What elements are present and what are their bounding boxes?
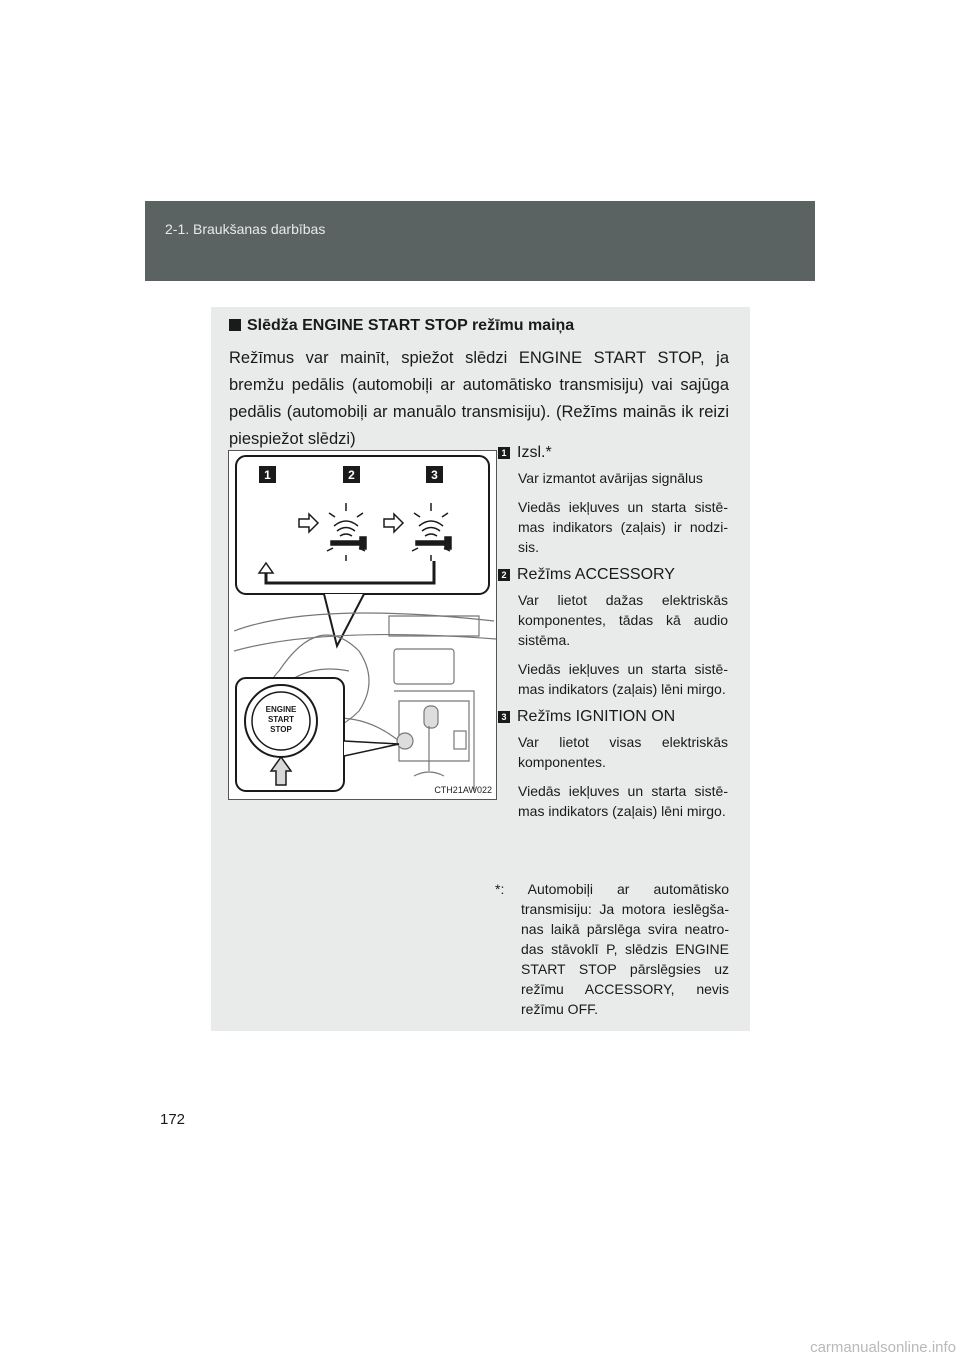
mode-description: Var lietot visas elektriskās komponentes. xyxy=(518,734,728,770)
button-line-2: START xyxy=(267,715,295,724)
mode-list xyxy=(498,444,728,830)
mode-title: Režīms IGNITION ON xyxy=(517,708,676,725)
mode-title: Režīms ACCESSORY xyxy=(517,566,675,583)
mode-description: Var izmantot avārijas signālus xyxy=(518,470,703,486)
button-line-1: ENGINE xyxy=(265,705,297,714)
number-badge-icon: 3 xyxy=(498,711,510,723)
section-title-text: Slēdža ENGINE START STOP režīmu maiņa xyxy=(247,317,575,334)
mode-description: Viedās iekļuves un starta sistē-mas indikators (zaļais) ir nodzi-sis. xyxy=(518,499,728,555)
number-badge-icon: 2 xyxy=(498,569,510,581)
page-number: 172 xyxy=(160,1111,186,1128)
number-badge-icon: 1 xyxy=(498,447,510,459)
intro-paragraph: Režīmus var mainīt, spiežot slēdzi ENGINE START STOP, ja bremžu pedālis (automobiļi ar automātisko transmisiju) vai sajūga pedālis (automobiļi ar manuālo transmisiju). (Režīms mainās ik reizi piespiežot slēdzi) xyxy=(229,349,729,448)
section-label: 2-1. Braukšanas darbības xyxy=(165,221,326,237)
mode-description: Var lietot dažas elektriskās komponentes, tādas kā audio sistēma. xyxy=(518,592,728,648)
section-title xyxy=(229,317,574,335)
mode-heading xyxy=(498,566,728,584)
mode-heading xyxy=(498,444,728,462)
mode-item xyxy=(498,708,728,821)
mode-heading xyxy=(498,708,728,726)
square-bullet-icon xyxy=(229,319,241,331)
mode-description: Viedās iekļuves un starta sistē-mas indikators (zaļais) lēni mirgo. xyxy=(518,783,728,819)
mode-item xyxy=(498,566,728,699)
fig-label-1: 1 xyxy=(264,468,271,482)
watermark: carmanualsonline.info xyxy=(810,1339,956,1356)
fig-label-2: 2 xyxy=(348,468,355,482)
section-header xyxy=(145,201,815,281)
content-panel xyxy=(211,307,750,1031)
engine-start-figure xyxy=(228,450,497,800)
mode-description: Viedās iekļuves un starta sistē-mas indikators (zaļais) lēni mirgo. xyxy=(518,661,728,697)
figure-code: CTH21AW022 xyxy=(434,785,492,795)
dashboard-illustration xyxy=(229,451,496,799)
mode-item xyxy=(498,444,728,557)
fig-label-3: 3 xyxy=(431,468,438,482)
mode-title: Izsl.* xyxy=(517,444,552,461)
button-line-3: STOP xyxy=(270,725,292,734)
footnote: *: Automobiļi ar automātisko transmisiju: Ja motora ieslēgša-nas laikā pārslēga svira neatro-das stāvoklī P, slēdzis ENGINE START STOP pārslēgsies uz režīmu ACCESSORY, nevis režīmu OFF. xyxy=(495,881,729,1017)
